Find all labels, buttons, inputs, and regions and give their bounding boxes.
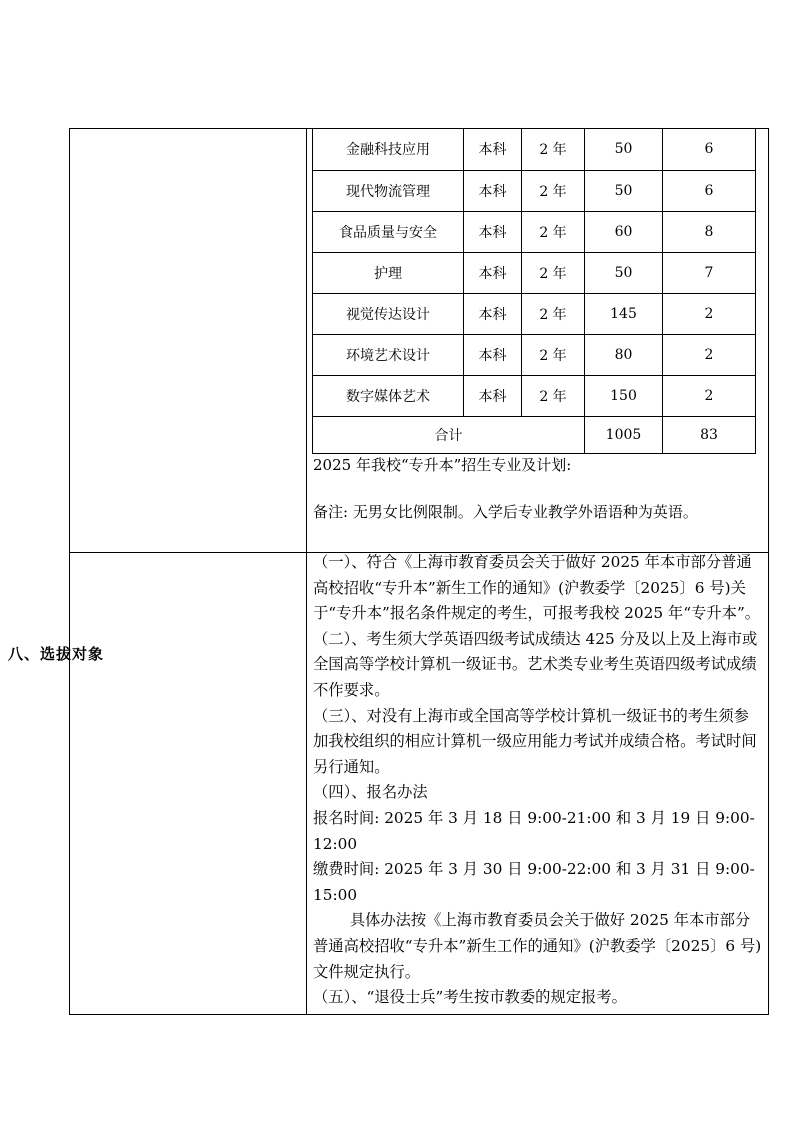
extra-count: 2 <box>663 335 756 376</box>
total-plan: 1005 <box>585 417 663 454</box>
extra-count: 6 <box>663 128 756 171</box>
extra-count: 7 <box>663 253 756 294</box>
level: 本科 <box>464 128 522 171</box>
table-row <box>313 128 756 171</box>
paragraph: （一）、符合《上海市教育委员会关于做好 2025 年本市部分普通高校招收“专升本”新生工作的通知》(沪教委学〔2025〕6 号)关于“专升本”报名条件规定的考生，可报考我校 2025 年“专升本”。 <box>313 553 761 623</box>
plan-count: 50 <box>585 171 663 212</box>
table-note: 备注: 无男女比例限制。入学后专业教学外语语种为英语。 <box>313 503 698 521</box>
paragraph: （二）、考生须大学英语四级考试成绩达 425 分及以上及上海市或全国高等学校计算机一级证书。艺术类专业考生英语四级考试成绩不作要求。 <box>313 629 758 699</box>
table-row <box>313 294 756 335</box>
paragraph: 缴费时间: 2025 年 3 月 30 日 9:00-22:00 和 3 月 31 日 9:00-15:00 <box>313 860 755 904</box>
section-label: 八、选拔对象 <box>8 645 105 663</box>
major-name: 现代物流管理 <box>313 171 464 212</box>
plan-count: 150 <box>585 376 663 417</box>
plan-count: 80 <box>585 335 663 376</box>
years: 2 年 <box>522 128 585 171</box>
years: 2 年 <box>522 253 585 294</box>
major-name: 金融科技应用 <box>313 128 464 171</box>
years: 2 年 <box>522 171 585 212</box>
major-name: 数字媒体艺术 <box>313 376 464 417</box>
extra-count: 6 <box>663 171 756 212</box>
table-row <box>313 171 756 212</box>
table-row <box>313 253 756 294</box>
major-name: 视觉传达设计 <box>313 294 464 335</box>
total-label: 合计 <box>313 417 585 454</box>
years: 2 年 <box>522 376 585 417</box>
table-row <box>313 335 756 376</box>
level: 本科 <box>464 294 522 335</box>
plan-count: 50 <box>585 128 663 171</box>
major-name: 食品质量与安全 <box>313 212 464 253</box>
column-divider <box>306 129 307 1014</box>
table-row <box>313 212 756 253</box>
level: 本科 <box>464 376 522 417</box>
extra-count: 8 <box>663 212 756 253</box>
plan-count: 145 <box>585 294 663 335</box>
major-name: 护理 <box>313 253 464 294</box>
plan-count: 50 <box>585 253 663 294</box>
level: 本科 <box>464 171 522 212</box>
level: 本科 <box>464 253 522 294</box>
table-row <box>313 376 756 417</box>
selection-content <box>313 550 763 1011</box>
table-caption: 2025 年我校“专升本”招生专业及计划: <box>313 456 572 474</box>
paragraph: （五）、“退役士兵”考生按市教委的规定报考。 <box>313 988 627 1007</box>
years: 2 年 <box>522 212 585 253</box>
plan-count: 60 <box>585 212 663 253</box>
years: 2 年 <box>522 294 585 335</box>
total-extra: 83 <box>663 417 756 454</box>
major-name: 环境艺术设计 <box>313 335 464 376</box>
level: 本科 <box>464 335 522 376</box>
extra-count: 2 <box>663 376 756 417</box>
years: 2 年 <box>522 335 585 376</box>
paragraph: 具体办法按《上海市教育委员会关于做好 2025 年本市部分普通高校招收“专升本”新生工作的通知》(沪教委学〔2025〕6 号)文件规定执行。 <box>313 911 762 981</box>
extra-count: 2 <box>663 294 756 335</box>
paragraph: （三）、对没有上海市或全国高等学校计算机一级证书的考生须参加我校组织的相应计算机一级应用能力考试并成绩合格。考试时间另行通知。 <box>313 706 757 776</box>
level: 本科 <box>464 212 522 253</box>
total-row <box>313 417 756 454</box>
major-plan-table <box>312 128 756 454</box>
paragraph: 报名时间: 2025 年 3 月 18 日 9:00-21:00 和 3 月 19 日 9:00-12:00 <box>313 808 755 853</box>
paragraph: （四）、报名办法 <box>313 783 428 802</box>
